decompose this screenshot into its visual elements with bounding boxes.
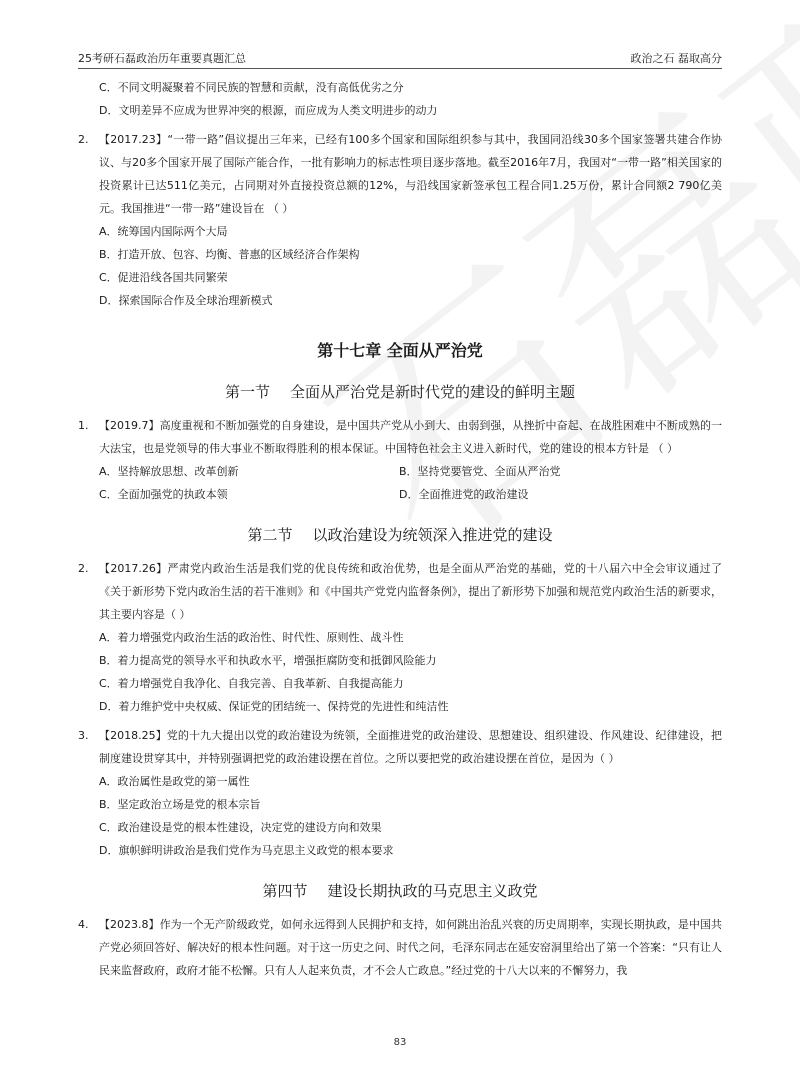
- question-text: 【2018.25】党的十九大提出以党的政治建设为统领，全面推进党的政治建设、思想建设、组织建设、作风建设、纪律建设，把制度建设贯穿其中，并特别强调把党的政治建设摆在首位。之所以要把党的政治建设摆在首位，是因为（ ）: [99, 729, 722, 765]
- question-number: 2.: [78, 133, 89, 146]
- page-content: [78, 76, 722, 982]
- prev-option-c: C．不同文明凝聚着不同民族的智慧和贡献，没有高低优劣之分: [99, 81, 404, 94]
- section-number: 第一节: [224, 383, 270, 401]
- question-2017-23: [78, 128, 722, 220]
- option-a: A．坚持解放思想、改革创新: [99, 465, 239, 478]
- header-slogan: 政治之石 磊取高分: [630, 52, 722, 65]
- option-c: C．着力增强党自我净化、自我完善、自我革新、自我提高能力: [99, 677, 404, 690]
- option-c: C．政治建设是党的根本性建设，决定党的建设方向和效果: [99, 821, 382, 834]
- option-a: A．政治属性是政党的第一属性: [99, 775, 250, 788]
- option-d: D．旗帜鲜明讲政治是我们党作为马克思主义政党的根本要求: [99, 844, 394, 857]
- question-2018-25: [78, 724, 722, 770]
- section-1-heading: [78, 381, 722, 402]
- question-text: 【2017.26】严肃党内政治生活是我们党的优良传统和政治优势，也是全面从严治党的基础，党的十八届六中全会审议通过了《关于新形势下党内政治生活的若干准则》和《中国共产党党内监督条例》，提出了新形势下加强和规范党内政治生活的新要求，其主要内容是（ ）: [99, 562, 722, 621]
- question-number: 1.: [78, 419, 89, 432]
- prev-option-d: D．文明差异不应成为世界冲突的根源，而应成为人类文明进步的动力: [99, 104, 438, 117]
- question-2023-8: [78, 913, 722, 982]
- option-d: D．着力维护党中央权威、保证党的团结统一、保持党的先进性和纯洁性: [99, 700, 449, 713]
- option-d: D．探索国际合作及全球治理新模式: [99, 294, 273, 307]
- option-a: A．着力增强党内政治生活的政治性、时代性、原则性、战斗性: [99, 631, 404, 644]
- question-number: 4.: [78, 918, 89, 931]
- section-2-heading: [78, 524, 722, 545]
- option-b: B．坚持党要管党、全面从严治党: [399, 465, 561, 478]
- page-number: 83: [393, 1037, 407, 1048]
- question-text: 【2019.7】高度重视和不断加强党的自身建设，是中国共产党从小到大、由弱到强，从挫折中奋起、在战胜困难中不断成熟的一大法宝，也是党领导的伟大事业不断取得胜利的根本保证。中国特色社会主义进入新时代，党的建设的根本方针是 （ ）: [99, 419, 722, 455]
- page-header: [78, 46, 722, 69]
- option-b: B．打造开放、包容、均衡、普惠的区域经济合作架构: [99, 248, 360, 261]
- section-number: 第四节: [262, 882, 308, 900]
- question-2017-26: [78, 557, 722, 626]
- question-text: 【2017.23】“一带一路”倡议提出三年来，已经有100多个国家和国际组织参与其中，我国同沿线30多个国家签署共建合作协议、与20多个国家开展了国际产能合作，一批有影响力的标志性项目逐步落地。截至2016年7月，我国对“一带一路”相关国家的投资累计已达511亿美元，占同期对外直接投资总额的12%，与沿线国家新签承包工程合同1.25万份，累计合同额2 790亿美元。我国推进“一带一路”建设旨在 （ ）: [99, 133, 722, 215]
- option-c: C．促进沿线各国共同繁荣: [99, 271, 228, 284]
- section-title: 建设长期执政的马克思主义政党: [327, 882, 538, 900]
- option-b: B．坚定政治立场是党的根本宗旨: [99, 798, 261, 811]
- option-b: B．着力提高党的领导水平和执政水平，增强拒腐防变和抵御风险能力: [99, 654, 437, 667]
- section-number: 第二节: [247, 526, 293, 544]
- option-row: [78, 460, 722, 483]
- header-title: 25考研石磊政治历年重要真题汇总: [78, 52, 246, 65]
- section-4-heading: [78, 880, 722, 901]
- section-title: 以政治建设为统领深入推进党的建设: [312, 526, 553, 544]
- question-2019-7: [78, 414, 722, 460]
- section-title: 全面从严治党是新时代党的建设的鲜明主题: [290, 383, 576, 401]
- question-number: 2.: [78, 562, 89, 575]
- option-a: A．统筹国内国际两个大局: [99, 225, 228, 238]
- option-c: C．全面加强党的执政本领: [99, 488, 228, 501]
- chapter-title: 第十七章 全面从严治党: [317, 341, 483, 360]
- question-number: 3.: [78, 729, 89, 742]
- option-d: D．全面推进党的政治建设: [399, 488, 529, 501]
- question-text: 【2023.8】作为一个无产阶级政党，如何永远得到人民拥护和支持，如何跳出治乱兴衰的历史周期率，实现长期执政，是中国共产党必须回答好、解决好的根本性问题。对于这一历史之问、时代之问，毛泽东同志在延安窑洞里给出了第一个答案：“只有让人民来监督政府，政府才能不松懈。只有人人起来负责，才不会人亡政息。”经过党的十八大以来的不懈努力，我: [99, 918, 722, 977]
- option-row: [78, 483, 722, 506]
